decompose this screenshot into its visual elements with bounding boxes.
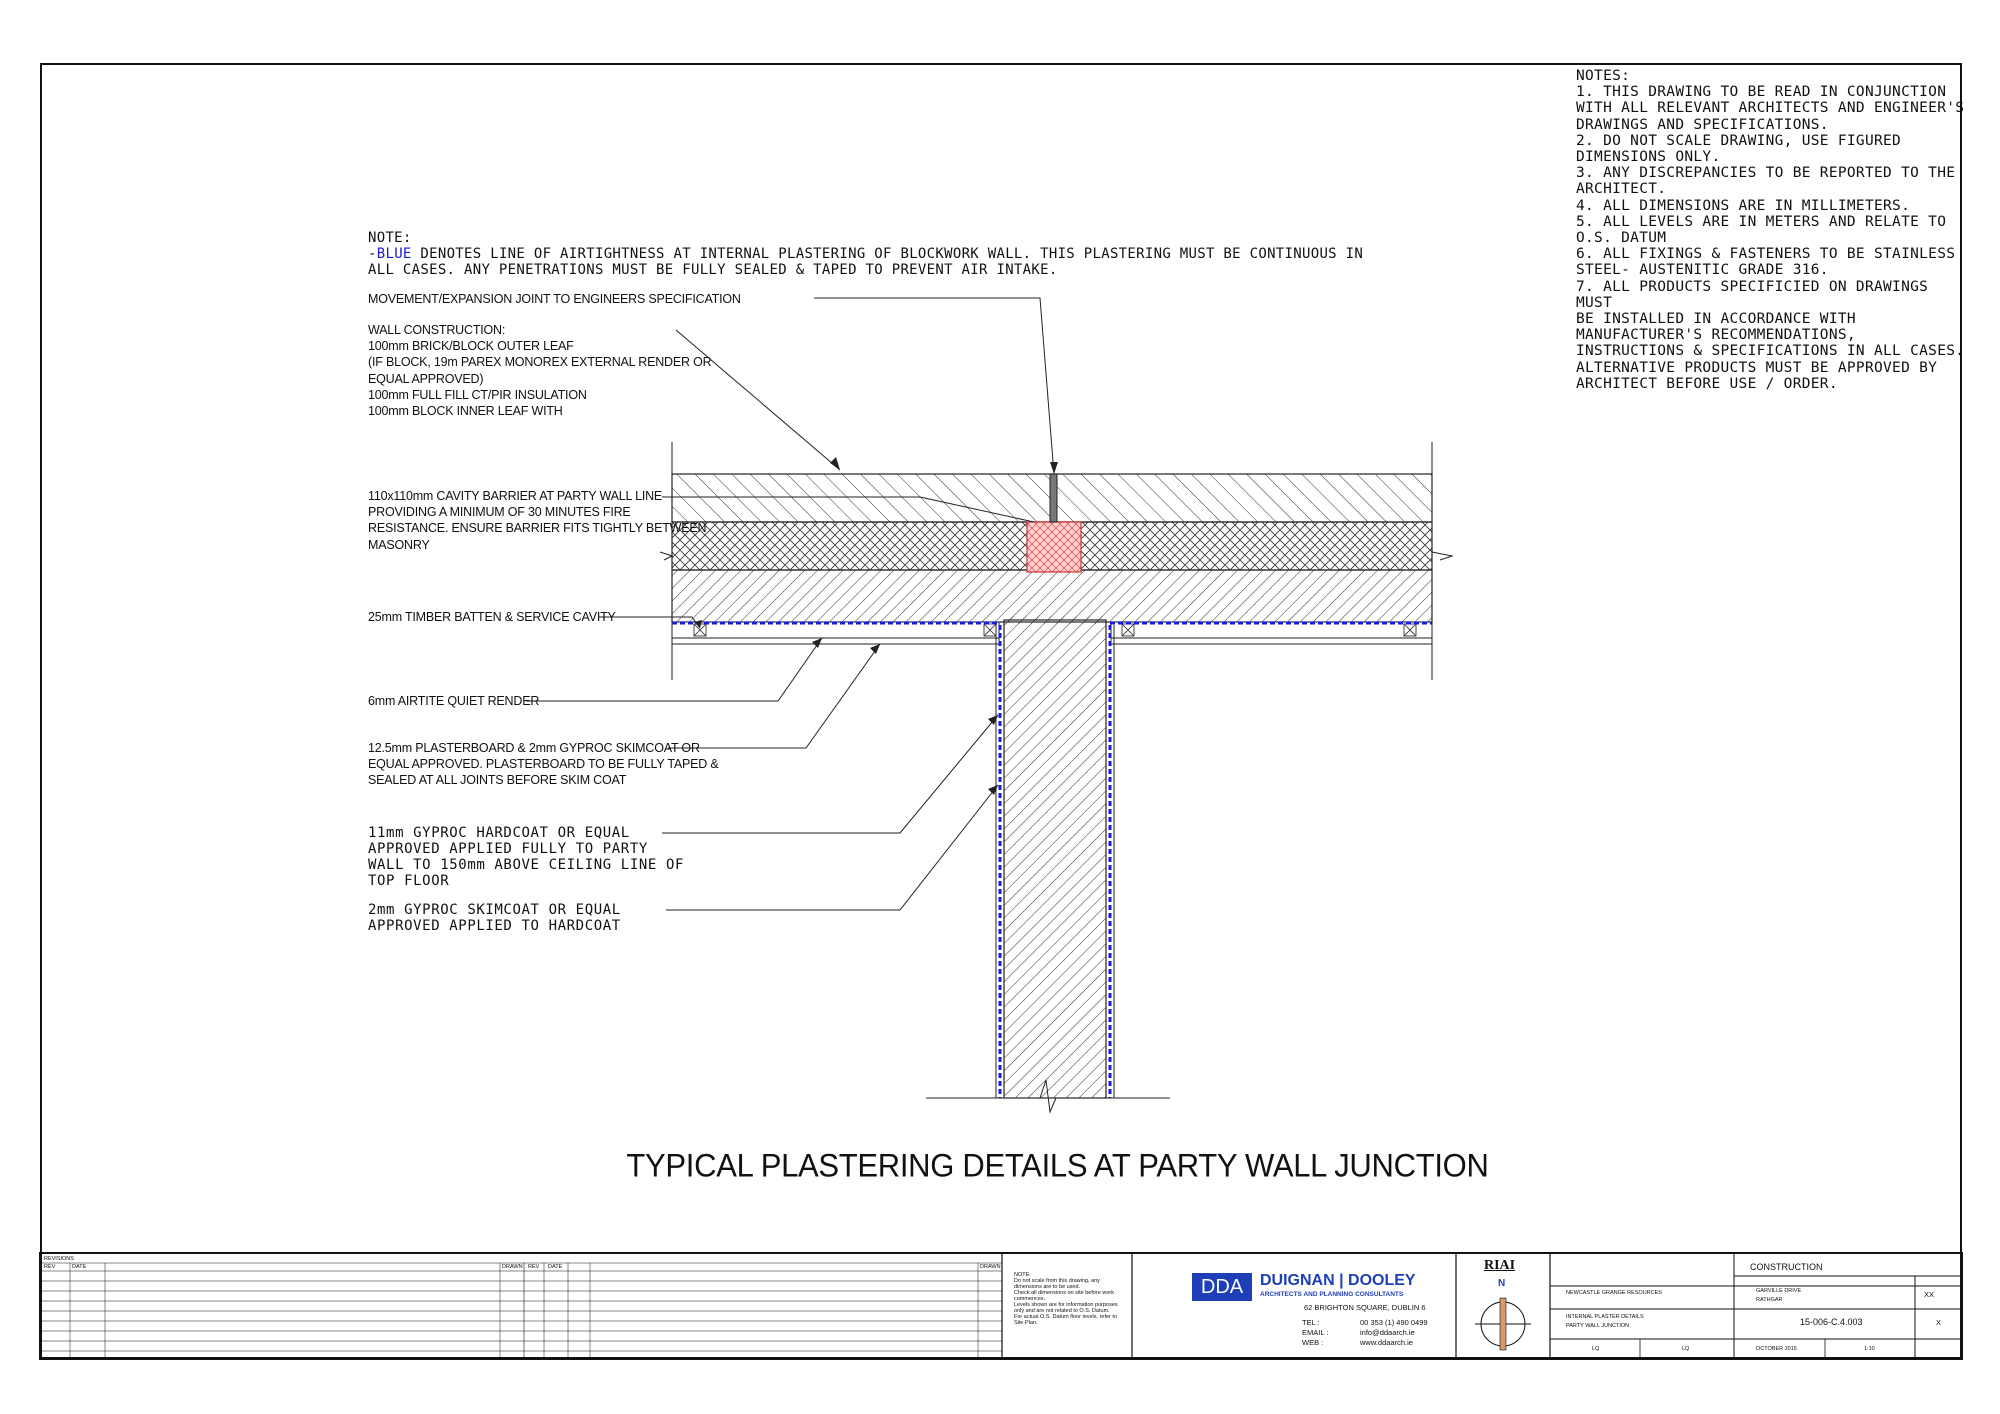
label-text: 100mm FULL FILL CT/PIR INSULATION: [368, 387, 587, 402]
scale-disclaimer-note: [1014, 1272, 1126, 1326]
label-wall-construction: [368, 322, 711, 419]
note-line: ARCHITECT.: [1576, 181, 1667, 198]
label-movement-joint: [368, 291, 741, 307]
general-notes: [1576, 68, 1966, 392]
north-label: N: [1498, 1278, 1506, 1289]
airtightness-note-line2: ALL CASES. ANY PENETRATIONS MUST BE FULLY SEALED & TAPED TO PREVENT AIR INTAKE.: [368, 262, 1058, 278]
note-line: 1. THIS DRAWING TO BE READ IN CONJUNCTION: [1576, 84, 1947, 101]
label-text: 100mm BLOCK INNER LEAF WITH: [368, 404, 563, 419]
disclaimer-line: Levels shown are for information purposes: [1014, 1302, 1118, 1308]
note-line: 2. DO NOT SCALE DRAWING, USE FIGURED: [1576, 132, 1902, 149]
tel-label: TEL :: [1302, 1318, 1320, 1327]
label-text: SEALED AT ALL JOINTS BEFORE SKIM COAT: [368, 773, 627, 788]
project-line-1: GARVILLE DRIVE: [1756, 1288, 1802, 1294]
label-text: MOVEMENT/EXPANSION JOINT TO ENGINEERS SPECIFICATION: [368, 292, 741, 306]
title-block-frame: [40, 1253, 1962, 1359]
label-text: MASONRY: [368, 537, 430, 552]
north-arrow-icon: [1475, 1298, 1531, 1350]
date-value: OCTOBER 2015: [1756, 1346, 1797, 1352]
note-line: DRAWINGS AND SPECIFICATIONS.: [1576, 116, 1829, 133]
label-text: WALL CONSTRUCTION:: [368, 323, 506, 337]
date-col-header-2: DATE: [548, 1264, 563, 1270]
blue-keyword: BLUE: [376, 246, 412, 262]
size-value: XX: [1924, 1290, 1935, 1299]
party-wall: [1004, 620, 1106, 1098]
status-value: CONSTRUCTION: [1750, 1262, 1823, 1272]
label-airtite-render: [368, 693, 539, 709]
web-label: WEB :: [1302, 1338, 1324, 1347]
web-value: www.ddaarch.ie: [1360, 1338, 1413, 1347]
label-skimcoat: [368, 902, 621, 934]
dda-logo: DDA: [1192, 1273, 1252, 1301]
note-line: ALTERNATIVE PRODUCTS MUST BE APPROVED BY: [1576, 359, 1938, 376]
label-text: TOP FLOOR: [368, 873, 450, 889]
checked-by-value: LQ: [1682, 1346, 1690, 1352]
disclaimer-line: NOTE:: [1014, 1272, 1031, 1278]
drawn-col-header-2: DRAWN: [980, 1264, 1001, 1270]
label-text: EQUAL APPROVED): [368, 371, 484, 386]
note-line: 6. ALL FIXINGS & FASTENERS TO BE STAINLESS: [1576, 246, 1956, 263]
label-hardcoat: [368, 825, 684, 889]
airtightness-note: [368, 230, 1363, 278]
riai-logo: RIAI: [1484, 1258, 1516, 1273]
label-text: 6mm AIRTITE QUIET RENDER: [368, 694, 540, 708]
label-text: APPROVED APPLIED FULLY TO PARTY: [368, 841, 648, 857]
label-text: 11mm GYPROC HARDCOAT OR EQUAL: [368, 825, 630, 841]
rev-col-header-2: REV: [528, 1264, 540, 1270]
note-line: STEEL- AUSTENITIC GRADE 316.: [1576, 262, 1829, 279]
disclaimer-line: Site Plan.: [1014, 1320, 1038, 1326]
revision-value: X: [1936, 1318, 1942, 1327]
disclaimer-line: For actual O.S. Datum floor levels, refer to: [1014, 1314, 1118, 1320]
firm-address: 62 BRIGHTON SQUARE, DUBLIN 6: [1304, 1303, 1426, 1312]
drawn-by-value: LQ: [1592, 1346, 1600, 1352]
airtightness-note-line1: DENOTES LINE OF AIRTIGHTNESS AT INTERNAL PLASTERING OF BLOCKWORK WALL. THIS PLASTERING MUST BE CONTINUOUS IN: [411, 246, 1364, 262]
note-line: 3. ANY DISCREPANCIES TO BE REPORTED TO THE: [1576, 165, 1956, 182]
drawing-name-line-2: PARTY WALL JUNCTION: [1566, 1323, 1630, 1329]
label-text: EQUAL APPROVED. PLASTERBOARD TO BE FULLY TAPED &: [368, 757, 719, 772]
label-text: 2mm GYPROC SKIMCOAT OR EQUAL: [368, 902, 621, 918]
note-line: 5. ALL LEVELS ARE IN METERS AND RELATE TO: [1576, 213, 1947, 230]
tel-value: 00 353 (1) 490 0499: [1360, 1318, 1428, 1327]
note-line: WITH ALL RELEVANT ARCHITECTS AND ENGINEER'S: [1576, 100, 1965, 117]
note-line: DIMENSIONS ONLY.: [1576, 149, 1721, 166]
drawing-title: TYPICAL PLASTERING DETAILS AT PARTY WALL JUNCTION: [626, 1147, 1489, 1184]
drawing-name-line-1: INTERNAL PLASTER DETAILS: [1566, 1314, 1644, 1320]
label-timber-batten: [368, 609, 616, 625]
label-text: PROVIDING A MINIMUM OF 30 MINUTES FIRE: [368, 505, 631, 520]
client-value: NEWCASTLE GRANGE RESOURCES: [1566, 1290, 1662, 1296]
inner-leaf: [672, 570, 1432, 622]
disclaimer-line: commences.: [1014, 1296, 1046, 1302]
firm-subtitle: ARCHITECTS AND PLANNING CONSULTANTS: [1260, 1291, 1404, 1298]
label-text: WALL TO 150mm ABOVE CEILING LINE OF: [368, 857, 685, 873]
note-line: O.S. DATUM: [1576, 230, 1667, 247]
drawn-col-header: DRAWN: [502, 1264, 523, 1270]
label-cavity-barrier: [368, 488, 706, 553]
note-line: MANUFACTURER'S RECOMMENDATIONS,: [1576, 327, 1856, 344]
label-text: APPROVED APPLIED TO HARDCOAT: [368, 918, 621, 934]
airtightness-note-heading: NOTE:: [368, 230, 412, 246]
label-plasterboard: [368, 740, 718, 789]
note-line: 7. ALL PRODUCTS SPECIFICIED ON DRAWINGS MUST: [1576, 278, 1938, 311]
label-text: 110x110mm CAVITY BARRIER AT PARTY WALL LINE: [368, 489, 663, 503]
note-line: INSTRUCTIONS & SPECIFICATIONS IN ALL CASES.: [1576, 343, 1965, 360]
scale-value: 1:10: [1864, 1346, 1875, 1352]
drawing-number: 15-006-C.4.003: [1800, 1317, 1863, 1327]
label-text: (IF BLOCK, 19m PAREX MONOREX EXTERNAL RENDER OR: [368, 355, 712, 370]
date-col-header: DATE: [72, 1264, 87, 1270]
note-line: 4. ALL DIMENSIONS ARE IN MILLIMETERS.: [1576, 197, 1911, 214]
notes-heading: NOTES:: [1576, 68, 1631, 84]
disclaimer-line: Check all dimensions on site before work: [1014, 1290, 1114, 1296]
disclaimer-line: Do not scale from this drawing, any: [1014, 1278, 1100, 1284]
firm-name: DUIGNAN | DOOLEY: [1260, 1272, 1416, 1289]
label-text: 100mm BRICK/BLOCK OUTER LEAF: [368, 339, 574, 354]
email-label: EMAIL :: [1302, 1328, 1329, 1337]
note-line: ARCHITECT BEFORE USE / ORDER.: [1576, 375, 1838, 392]
label-text: 12.5mm PLASTERBOARD & 2mm GYPROC SKIMCOAT OR: [368, 741, 700, 755]
disclaimer-line: only and are not related to O.S. Datum.: [1014, 1308, 1110, 1314]
note-dash: -: [368, 246, 377, 262]
label-text: 25mm TIMBER BATTEN & SERVICE CAVITY: [368, 610, 616, 624]
disclaimer-line: dimensions are to be used.: [1014, 1284, 1081, 1290]
revisions-label: REVISIONS: [44, 1256, 74, 1262]
project-line-2: RATHGAR: [1756, 1297, 1783, 1303]
email-value: info@ddaarch.ie: [1360, 1328, 1415, 1337]
rev-col-header: REV: [44, 1264, 56, 1270]
label-text: RESISTANCE. ENSURE BARRIER FITS TIGHTLY BETWEEN: [368, 521, 707, 536]
movement-joint: [1050, 474, 1057, 522]
note-line: BE INSTALLED IN ACCORDANCE WITH: [1576, 311, 1856, 328]
